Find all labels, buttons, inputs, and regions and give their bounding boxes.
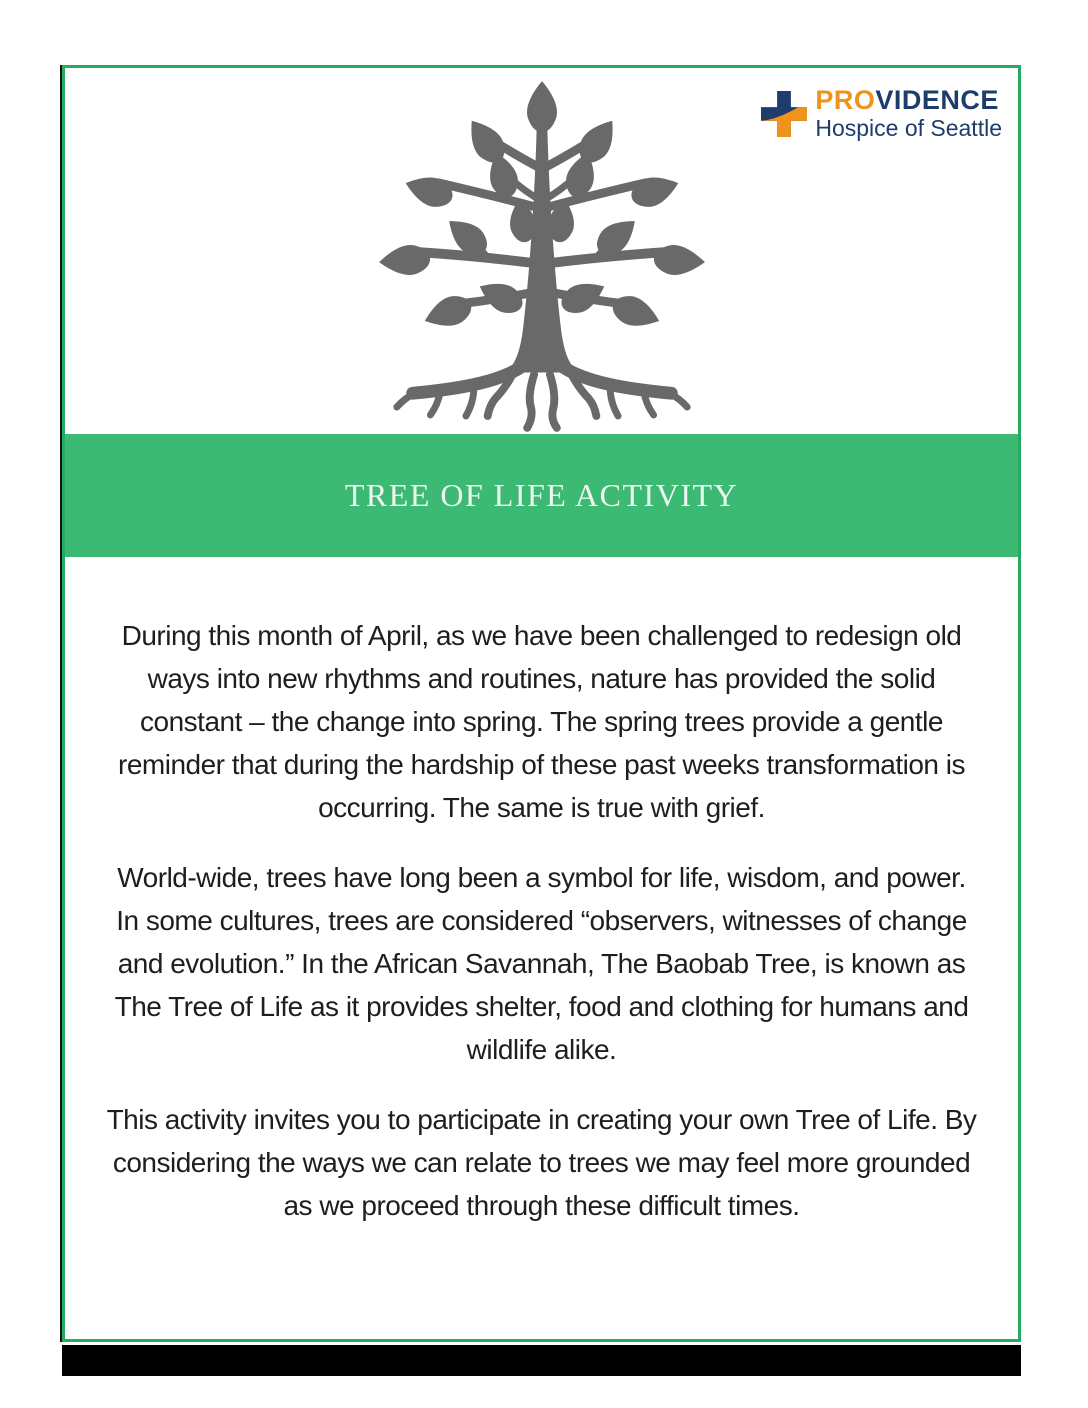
logo-brand-prefix: PRO (815, 85, 876, 115)
title-banner (65, 434, 1018, 557)
tree-of-life-icon (379, 70, 705, 432)
logo-brand (815, 86, 1002, 114)
paragraph-symbolism: World-wide, trees have long been a symbol for life, wisdom, and power. In some cultures, trees are considered “observers, witnesses of change and evolution.” In the African Savannah, The Baobab Tree, is known as The Tree of Life as it provides shelter, food and clothing for humans and wildlife alike. (114, 862, 969, 1065)
flyer-page (62, 65, 1021, 1342)
bottom-black-bar (62, 1345, 1021, 1376)
logo-brand-suffix: VIDENCE (875, 85, 999, 115)
providence-logo (761, 86, 1002, 140)
page-title: TREE OF LIFE ACTIVITY (344, 477, 739, 513)
logo-text (815, 86, 1002, 140)
body-content (65, 557, 1018, 1227)
header (65, 70, 1018, 434)
providence-cross-icon (761, 89, 807, 139)
logo-subtitle: Hospice of Seattle (815, 115, 1002, 142)
paragraph-invitation: This activity invites you to participate in creating your own Tree of Life. By considering the ways we can relate to trees we may feel more grounded as we proceed through these difficult times. (106, 1104, 977, 1221)
paragraph-intro: During this month of April, as we have been challenged to redesign old ways into new rhythms and routines, nature has provided the solid constant – the change into spring. The spring trees provide a gentle reminder that during the hardship of these past weeks transformation is occurring. The same is true with grief. (118, 620, 965, 823)
